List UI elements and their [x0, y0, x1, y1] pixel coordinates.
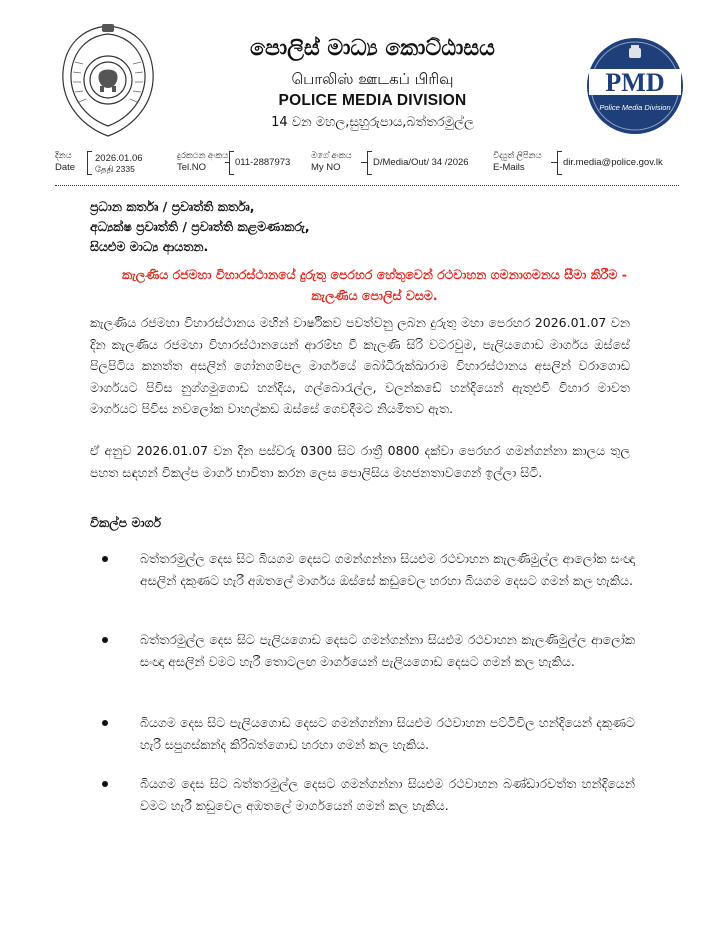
email-field: [493, 150, 678, 174]
pmd-logo-text: PMD: [605, 68, 665, 97]
route-text: බියගම දෙස සිට පැලියගොඩ දෙසට ගමන්ගන්නා සියළුම රථවාහන පට්ටිවිල හන්දියෙන් දකුණට හැරී සපුගස්කන්ද කිරිබත්ගොඩ හරහා ගමන් කල හැකිය.: [140, 715, 635, 752]
police-emblem-icon: [53, 22, 163, 140]
office-title-tamil: பொலிஸ் ஊடகப் பிரிவு: [291, 70, 454, 88]
my-number-value: D/Media/Out/ 34 /2026: [373, 157, 469, 168]
my-number-bracket: [367, 151, 372, 175]
bullet-dot-icon: [102, 781, 108, 787]
bullet-dot-icon: [102, 720, 108, 726]
date-value: 2026.01.06 தேதி 2335: [95, 153, 143, 174]
telephone-value: 011-2887973: [235, 157, 291, 168]
telephone-bracket: [229, 151, 234, 175]
addressee-line: අධ්‍යක්ෂ ප්‍රවෘත්ති / ප්‍රවෘත්ති කළමණාකරු,: [90, 219, 310, 234]
email-bracket: [557, 151, 562, 175]
pmd-logo-icon: [585, 36, 685, 136]
alternative-routes-heading: විකල්ප මාර්ග: [90, 515, 162, 530]
date-field: [55, 150, 175, 174]
email-value: dir.media@police.gov.lk: [563, 157, 663, 168]
body-paragraph-2: ඒ අනුව 2026.01.07 වන දින පස්වරු 0300 සිට රාත්‍රී 0800 දක්වා පෙරහර ගමන්ගන්නා කාලය තුල පහත සඳහන් විකල්ප මාර්ග භාවිතා කරන ලෙස පොලිසිය මහජනතාවගෙන් ඉල්ලා සිටී.: [90, 443, 630, 480]
addressee-block: [90, 197, 310, 257]
addressee-line: සියළුම මාධ්‍ය ආයතන.: [90, 239, 209, 254]
body-paragraph-1: කැලණිය රජමහා විහාරස්ථානය මහින් වාර්ෂිකව පවත්වනු ලබන දුරුතු මහා පෙරහර 2026.01.07 වන දින කැලණිය රජමහා විහාරස්ථානයෙන් ආරම්භ වී කැලණි සිරි වටරවුම, පැලියගොඩ මාර්ගය ඔස්සේ පිලපිටිය කනත්ත අසලින් ගෝනගම්පල මාර්ගයේ බෝධිරුක්ඛාරාම විහාරස්ථානය අසලින් වරාගොඩ මාර්ගයට පිවිස නුග්ගමුගොඩ හන්දිය, ගල්බොරැල්ල, වලන්කඩේ හන්දියෙන් ඇතුළුවී විහාර මාවත මාර්ගයට පිවිස නවලෝක වාහල්කඩ ඔස්සේ ගෙවදීමට නියමිතව ඇත.: [90, 315, 630, 416]
route-text: බත්තරමුල්ල දෙස සිට පැලියගොඩ දෙසට ගමන්ගන්නා සියළුම රථවාහන කැලණිමුල්ල ආලෝක සංඥා අසලින් වමට හැරී තොටලඟ මාර්ගයෙන් පැලියගොඩ දෙසට ගමන් කල හැකිය.: [140, 632, 635, 669]
bullet-dot-icon: [102, 637, 108, 643]
letter-subject: කැලණිය රජමහා විහාරස්ථානයේ දුරුතු පෙරහර හේතුවෙන් රථවාහන ගමනාගමනය සීමා කිරීම - කැලණිය පොලිස් වසම.: [122, 267, 627, 303]
bullet-dot-icon: [102, 556, 108, 562]
office-title-english: POLICE MEDIA DIVISION: [278, 92, 467, 109]
office-title-sinhala: පොලිස් මාධ්‍ය කොට්ඨාසය: [250, 36, 495, 61]
reference-info-row: [55, 150, 675, 176]
date-label: දිනය Date: [55, 150, 76, 173]
office-address: 14 වන මහල,සුහුරුපාය,බත්තරමුල්ල: [271, 115, 474, 130]
my-number-label: මගේ අංකය My NO: [311, 150, 352, 173]
route-text: බත්තරමුල්ල දෙස සිට බියගම දෙසට ගමන්ගන්නා සියළුම රථවාහන කැලණිමුල්ල ආලෝක සංඥා අසලින් දකුණට හැරී අඹතලේ මාර්ගය ඔස්සේ කඩුවෙල හරහා බියගම දෙසට ගමන් කල හැකිය.: [140, 551, 635, 588]
my-number-field: [311, 150, 521, 174]
email-label: විද්‍යුත් ලිපිනය E-Mails: [493, 150, 542, 173]
header-divider: [55, 185, 679, 186]
pmd-logo-subtitle: Police Media Division: [599, 103, 671, 112]
telephone-label: දුරකථන අංකය Tel.NO: [177, 150, 229, 173]
addressee-line: ප්‍රධාන කර්තෘ / ප්‍රවෘත්ති කර්තෘ,: [90, 199, 255, 214]
date-bracket: [87, 151, 92, 175]
route-text: බියගම දෙස සිට බත්තරමුල්ල දෙසට ගමන්ගන්නා සියළුම රථවාහන බණ්ඩාරවත්ත හන්දියෙන් වමට හැරී කඩුවෙල අඹතලේ මාර්ගයෙන් ගමන් කල හැකිය.: [140, 776, 635, 813]
